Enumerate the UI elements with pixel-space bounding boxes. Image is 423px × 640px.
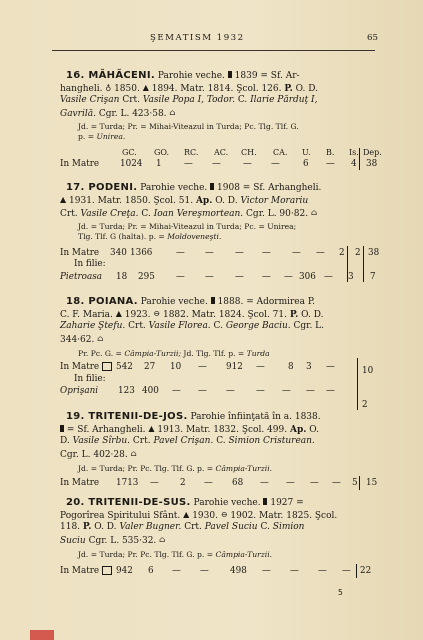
table-cell: 1713	[116, 478, 139, 488]
cross-icon: ♁	[105, 82, 112, 92]
entry-20-body	[60, 509, 377, 548]
table-cell: 2	[180, 478, 186, 488]
table-cell: 4	[351, 159, 357, 169]
table-cell: —	[204, 478, 213, 488]
running-header	[0, 33, 423, 47]
table-cell: —	[176, 272, 185, 282]
entry-text: Parohie veche.	[140, 183, 208, 193]
table-cell: —	[150, 478, 159, 488]
entry-title: 17. PODENI.	[66, 182, 138, 193]
table-cell: —	[226, 386, 235, 396]
curator-name: Simion	[272, 522, 305, 533]
entry-17-body	[60, 194, 377, 221]
table-cell: 38	[366, 159, 378, 169]
priest-name: Vasile Sîrbu.	[72, 436, 131, 447]
table-cell: —	[324, 272, 333, 282]
offices-text: Jd. = Turda; Pr. Pc. Tlg. Tlf. G. p. =	[78, 550, 214, 559]
curator-name: Suciu	[60, 535, 86, 546]
bell-icon: ⌂	[310, 208, 318, 218]
table-cell: 8	[288, 362, 294, 372]
entry-text: P.	[289, 309, 299, 320]
entry-text: C.	[216, 436, 226, 447]
entry-text: 1931. Matr. 1850. Şcol. 51.	[69, 195, 194, 206]
table-cell: —	[205, 248, 214, 258]
entry-title: 18. POIANA.	[66, 296, 138, 307]
filie-label-row	[60, 374, 380, 384]
table-cell: —	[172, 566, 181, 576]
table-cell: —	[271, 159, 280, 169]
table-cell: 295	[138, 272, 155, 282]
entry-text: Ap.	[289, 424, 307, 435]
offices-text: p. =	[78, 131, 95, 141]
entry-text: hangheli.	[60, 83, 103, 94]
entry-17-offices	[78, 222, 378, 241]
table-cell: 1	[156, 159, 162, 169]
table-cell: —	[176, 248, 185, 258]
column-divider	[359, 476, 360, 490]
table-cell: 2	[339, 248, 345, 258]
column-divider	[363, 246, 364, 282]
entry-text: O. D.	[295, 83, 319, 94]
table-cell: 5	[352, 478, 358, 488]
post-office-name: Moldoveneşti.	[167, 231, 222, 241]
entry-text: Crt.	[132, 436, 151, 447]
entry-text: O. D.	[94, 522, 117, 533]
entry-text: C.	[260, 522, 270, 533]
entry-19-body	[60, 423, 377, 462]
table-cell: 542	[116, 362, 133, 372]
curator-name: Ilarie Părduţ I,	[250, 95, 318, 106]
filie-name: Oprişani	[60, 386, 99, 396]
cantor-name: Vasile Popa I, Todor.	[142, 95, 235, 106]
table-cell: 10	[170, 362, 182, 372]
table-cell: —	[306, 386, 315, 396]
entry-text: 1902. Matr. 1825. Şcol.	[230, 510, 338, 521]
post-office-name: Turda	[246, 349, 270, 358]
priest-name: Victor Morariu	[240, 195, 309, 206]
house-icon: ▲	[142, 82, 149, 92]
entry-19-offices	[78, 464, 378, 474]
table-cell: 498	[230, 566, 247, 576]
entry-text: Cgr. L. 90·82.	[246, 209, 309, 220]
table-cell: 22	[360, 566, 372, 576]
table-cell: 38	[368, 248, 380, 258]
table-cell: —	[318, 566, 327, 576]
table-cell: —	[316, 248, 325, 258]
table-cell: 123	[118, 386, 135, 396]
church-icon	[228, 71, 232, 78]
row-label: In Matre	[60, 159, 100, 169]
matre-row	[60, 478, 380, 488]
table-cell: —	[286, 478, 295, 488]
cantor-name: Vasile Florea.	[148, 321, 211, 332]
entry-text: 1888. = Adormirea P.	[217, 297, 315, 307]
entry-text: = Sf. Arhangheli.	[66, 424, 146, 435]
entry-text: C.	[213, 321, 223, 332]
entry-text: P.	[82, 522, 92, 533]
table-cell: —	[310, 478, 319, 488]
priest-name: Zaharie Ştefu.	[60, 321, 126, 332]
entry-text: 1839 = Sf. Ar-	[234, 71, 300, 81]
table-cell: —	[205, 272, 214, 282]
table-cell: —	[256, 386, 265, 396]
entry-title: 20. TRITENII-DE-SUS.	[66, 497, 191, 508]
table-cell: —	[235, 272, 244, 282]
entry-text: Parohie înfiinţată în a. 1838.	[190, 412, 321, 422]
entry-18-body	[60, 308, 377, 347]
column-header: CH.	[241, 148, 257, 157]
table-cell: 340	[110, 248, 127, 258]
entry-text: 1923.	[124, 309, 151, 320]
table-cell: 68	[232, 478, 244, 488]
library-stamp	[30, 630, 54, 640]
cantor-name: Pavel Suciu	[204, 522, 258, 533]
offices-text: Jd. = Turda; Pr. = Mihai-Viteazul in Turda; Pc. Tlg. Tlf. G.	[78, 122, 299, 131]
entry-text: Parohie veche.	[157, 71, 225, 81]
house-icon: ▲	[60, 194, 67, 204]
table-cell: —	[326, 362, 335, 372]
table-cell: —	[198, 386, 207, 396]
entry-text: 1927 =	[270, 498, 304, 508]
table-cell: —	[172, 386, 181, 396]
signature-mark: 5	[338, 588, 343, 597]
entry-text: Parohie veche.	[140, 297, 208, 307]
table-cell: 2	[355, 248, 361, 258]
filie-row	[60, 272, 380, 282]
bell-icon: ⌂	[159, 534, 166, 544]
school-icon: ⊖	[153, 308, 161, 318]
table-cell: 942	[116, 566, 133, 576]
entry-text: 1908 = Sf. Arhangheli.	[217, 183, 322, 193]
house-icon: ▲	[183, 509, 190, 519]
entry-text: O. D.	[301, 309, 324, 320]
entry-text: Cgr. L. 423·58.	[98, 108, 167, 119]
house-icon: ▲	[148, 423, 155, 433]
table-cell: 6	[303, 159, 309, 169]
table-cell: —	[256, 362, 265, 372]
column-header: AC.	[214, 148, 229, 157]
cantor-name: Pavel Crişan.	[153, 436, 214, 447]
table-cell: —	[342, 566, 351, 576]
table-cell: —	[326, 159, 335, 169]
statistics-header-row	[60, 148, 380, 158]
offices-text: Jd. = Turda; Pr. Pc. Tlg. Tlf. G. p. =	[78, 464, 214, 473]
entry-text: Crt.	[122, 95, 140, 106]
column-header: B.	[326, 148, 335, 157]
entry-text: Cgr. L. 535·32.	[88, 535, 157, 546]
table-cell: —	[284, 272, 293, 282]
table-cell: 1024	[120, 159, 143, 169]
table-cell: 18	[116, 272, 128, 282]
church-icon	[60, 425, 64, 432]
filie-label-row	[60, 259, 380, 269]
column-header: Is.	[349, 148, 359, 157]
entry-16-body	[60, 82, 377, 121]
column-header: GC.	[122, 148, 137, 157]
table-cell: —	[184, 159, 193, 169]
curator-name: George Baciu.	[225, 321, 291, 332]
column-header: Dep.	[363, 148, 382, 157]
house-icon: ▲	[115, 308, 122, 318]
priest-name: Valer Bugner.	[119, 522, 182, 533]
entry-text: P.	[284, 83, 293, 94]
church-icon	[210, 183, 214, 190]
cantor-name: Vasile Creţa.	[80, 209, 139, 220]
column-header: CA.	[273, 148, 288, 157]
entry-text: 1850.	[114, 83, 140, 94]
row-label: In Matre	[60, 478, 100, 488]
table-cell: 912	[226, 362, 243, 372]
entry-text: 1913. Matr. 1832. Şcol. 499.	[157, 424, 288, 435]
row-label: In Matre	[60, 248, 100, 258]
column-divider	[356, 564, 357, 578]
table-cell: 10	[362, 366, 374, 376]
header-rule	[52, 50, 375, 51]
post-office-name: Câmpia-Turzii.	[215, 550, 273, 559]
table-cell: —	[292, 248, 301, 258]
entry-text: Crt.	[184, 522, 202, 533]
entry-text: Cgr. L. 402·28.	[60, 449, 128, 460]
entry-text: C.	[237, 95, 248, 106]
table-cell: —	[243, 159, 252, 169]
entry-text: Parohie veche.	[193, 498, 261, 508]
header-title: ŞEMATISM 1932	[150, 33, 245, 43]
table-cell: 400	[142, 386, 159, 396]
entry-text: O. D.	[215, 195, 238, 206]
row-label: In filie:	[74, 374, 106, 384]
school-icon: ⊖	[220, 509, 228, 519]
bell-icon: ⌂	[169, 107, 176, 117]
table-cell: 27	[144, 362, 156, 372]
curator-name: Gavrilă.	[60, 108, 96, 119]
header-page-number: 65	[367, 33, 378, 43]
entry-text: D.	[60, 436, 70, 447]
table-cell: 3	[306, 362, 312, 372]
entry-text: C.	[141, 209, 151, 220]
column-divider	[359, 148, 360, 170]
matre-row	[60, 159, 380, 169]
column-header: GO.	[154, 148, 170, 157]
post-office-name: Câmpia-Turzii;	[124, 349, 181, 358]
bell-icon: ⌂	[130, 448, 137, 458]
table-cell: —	[332, 478, 341, 488]
matre-row	[60, 362, 380, 376]
post-office-name: Unirea.	[96, 131, 126, 141]
table-cell: 306	[299, 272, 316, 282]
offices-text: Pr. Pc. G. =	[78, 349, 122, 358]
entry-text: Cgr. L.	[293, 321, 325, 332]
table-cell: —	[262, 566, 271, 576]
table-cell: —	[262, 248, 271, 258]
table-cell: 2	[362, 400, 368, 410]
table-cell: —	[326, 386, 335, 396]
curator-name: Simion Cristurean.	[228, 436, 315, 447]
column-header: U.	[302, 148, 311, 157]
church-icon	[263, 498, 267, 505]
entry-text: C. F. Maria.	[60, 309, 113, 320]
offices-text: Jd. = Turda; Pr. = Mihai-Viteazul in Turda; Pc. = Unirea;	[78, 222, 297, 231]
table-cell: 15	[366, 478, 378, 488]
offices-text: Jd. Tlg. Tlf. p. =	[183, 349, 245, 358]
entry-title: 16. MĂHĂCENI.	[66, 70, 155, 81]
table-cell: —	[198, 362, 207, 372]
column-divider	[357, 358, 358, 410]
entry-18-offices	[78, 349, 378, 359]
entry-text: 1882. Matr. 1824. Şcol. 71.	[162, 309, 287, 320]
post-office-name: Câmpia-Turzii.	[215, 464, 273, 473]
matre-row	[60, 248, 380, 258]
offices-text: Tlg. Tlf. G (halta). p. =	[78, 231, 165, 241]
table-cell: —	[200, 566, 209, 576]
table-cell: 7	[370, 272, 376, 282]
table-cell: 1366	[130, 248, 153, 258]
entry-text: O.	[309, 424, 319, 435]
entry-20-offices	[78, 550, 378, 560]
entry-title: 19. TRITENII-DE-JOS.	[66, 411, 188, 422]
entry-text: Crt.	[60, 209, 78, 220]
entry-text: Pogorîrea Spiritului Sfânt.	[60, 510, 181, 521]
entry-text: 118.	[60, 522, 81, 533]
table-cell: 3	[348, 272, 354, 282]
matre-row	[60, 566, 380, 576]
table-cell: —	[290, 566, 299, 576]
entry-text: 1894. Matr. 1814. Şcol. 126.	[151, 83, 282, 94]
entry-text: Crt.	[128, 321, 146, 332]
row-label: In filie:	[74, 259, 106, 269]
table-cell: —	[212, 159, 221, 169]
church-icon	[211, 297, 215, 304]
table-cell: —	[282, 386, 291, 396]
row-label: In Matre	[60, 362, 100, 372]
column-header: RC.	[184, 148, 199, 157]
priest-name: Vasile Crişan	[60, 95, 120, 106]
row-label: In Matre	[60, 566, 100, 576]
column-divider	[347, 246, 348, 282]
entry-16-offices	[78, 122, 378, 141]
filie-name: Pietroasa	[60, 272, 102, 282]
table-cell: —	[235, 248, 244, 258]
table-cell: —	[262, 272, 271, 282]
table-cell: 6	[148, 566, 154, 576]
entry-text: 344·62.	[60, 334, 95, 345]
table-cell: —	[260, 478, 269, 488]
entry-text: Ap.	[195, 195, 213, 206]
curator-name: Ioan Vereşmortean.	[153, 209, 244, 220]
bell-icon: ⌂	[97, 333, 104, 343]
filie-row	[60, 386, 380, 410]
entry-text: 1930.	[192, 510, 218, 521]
